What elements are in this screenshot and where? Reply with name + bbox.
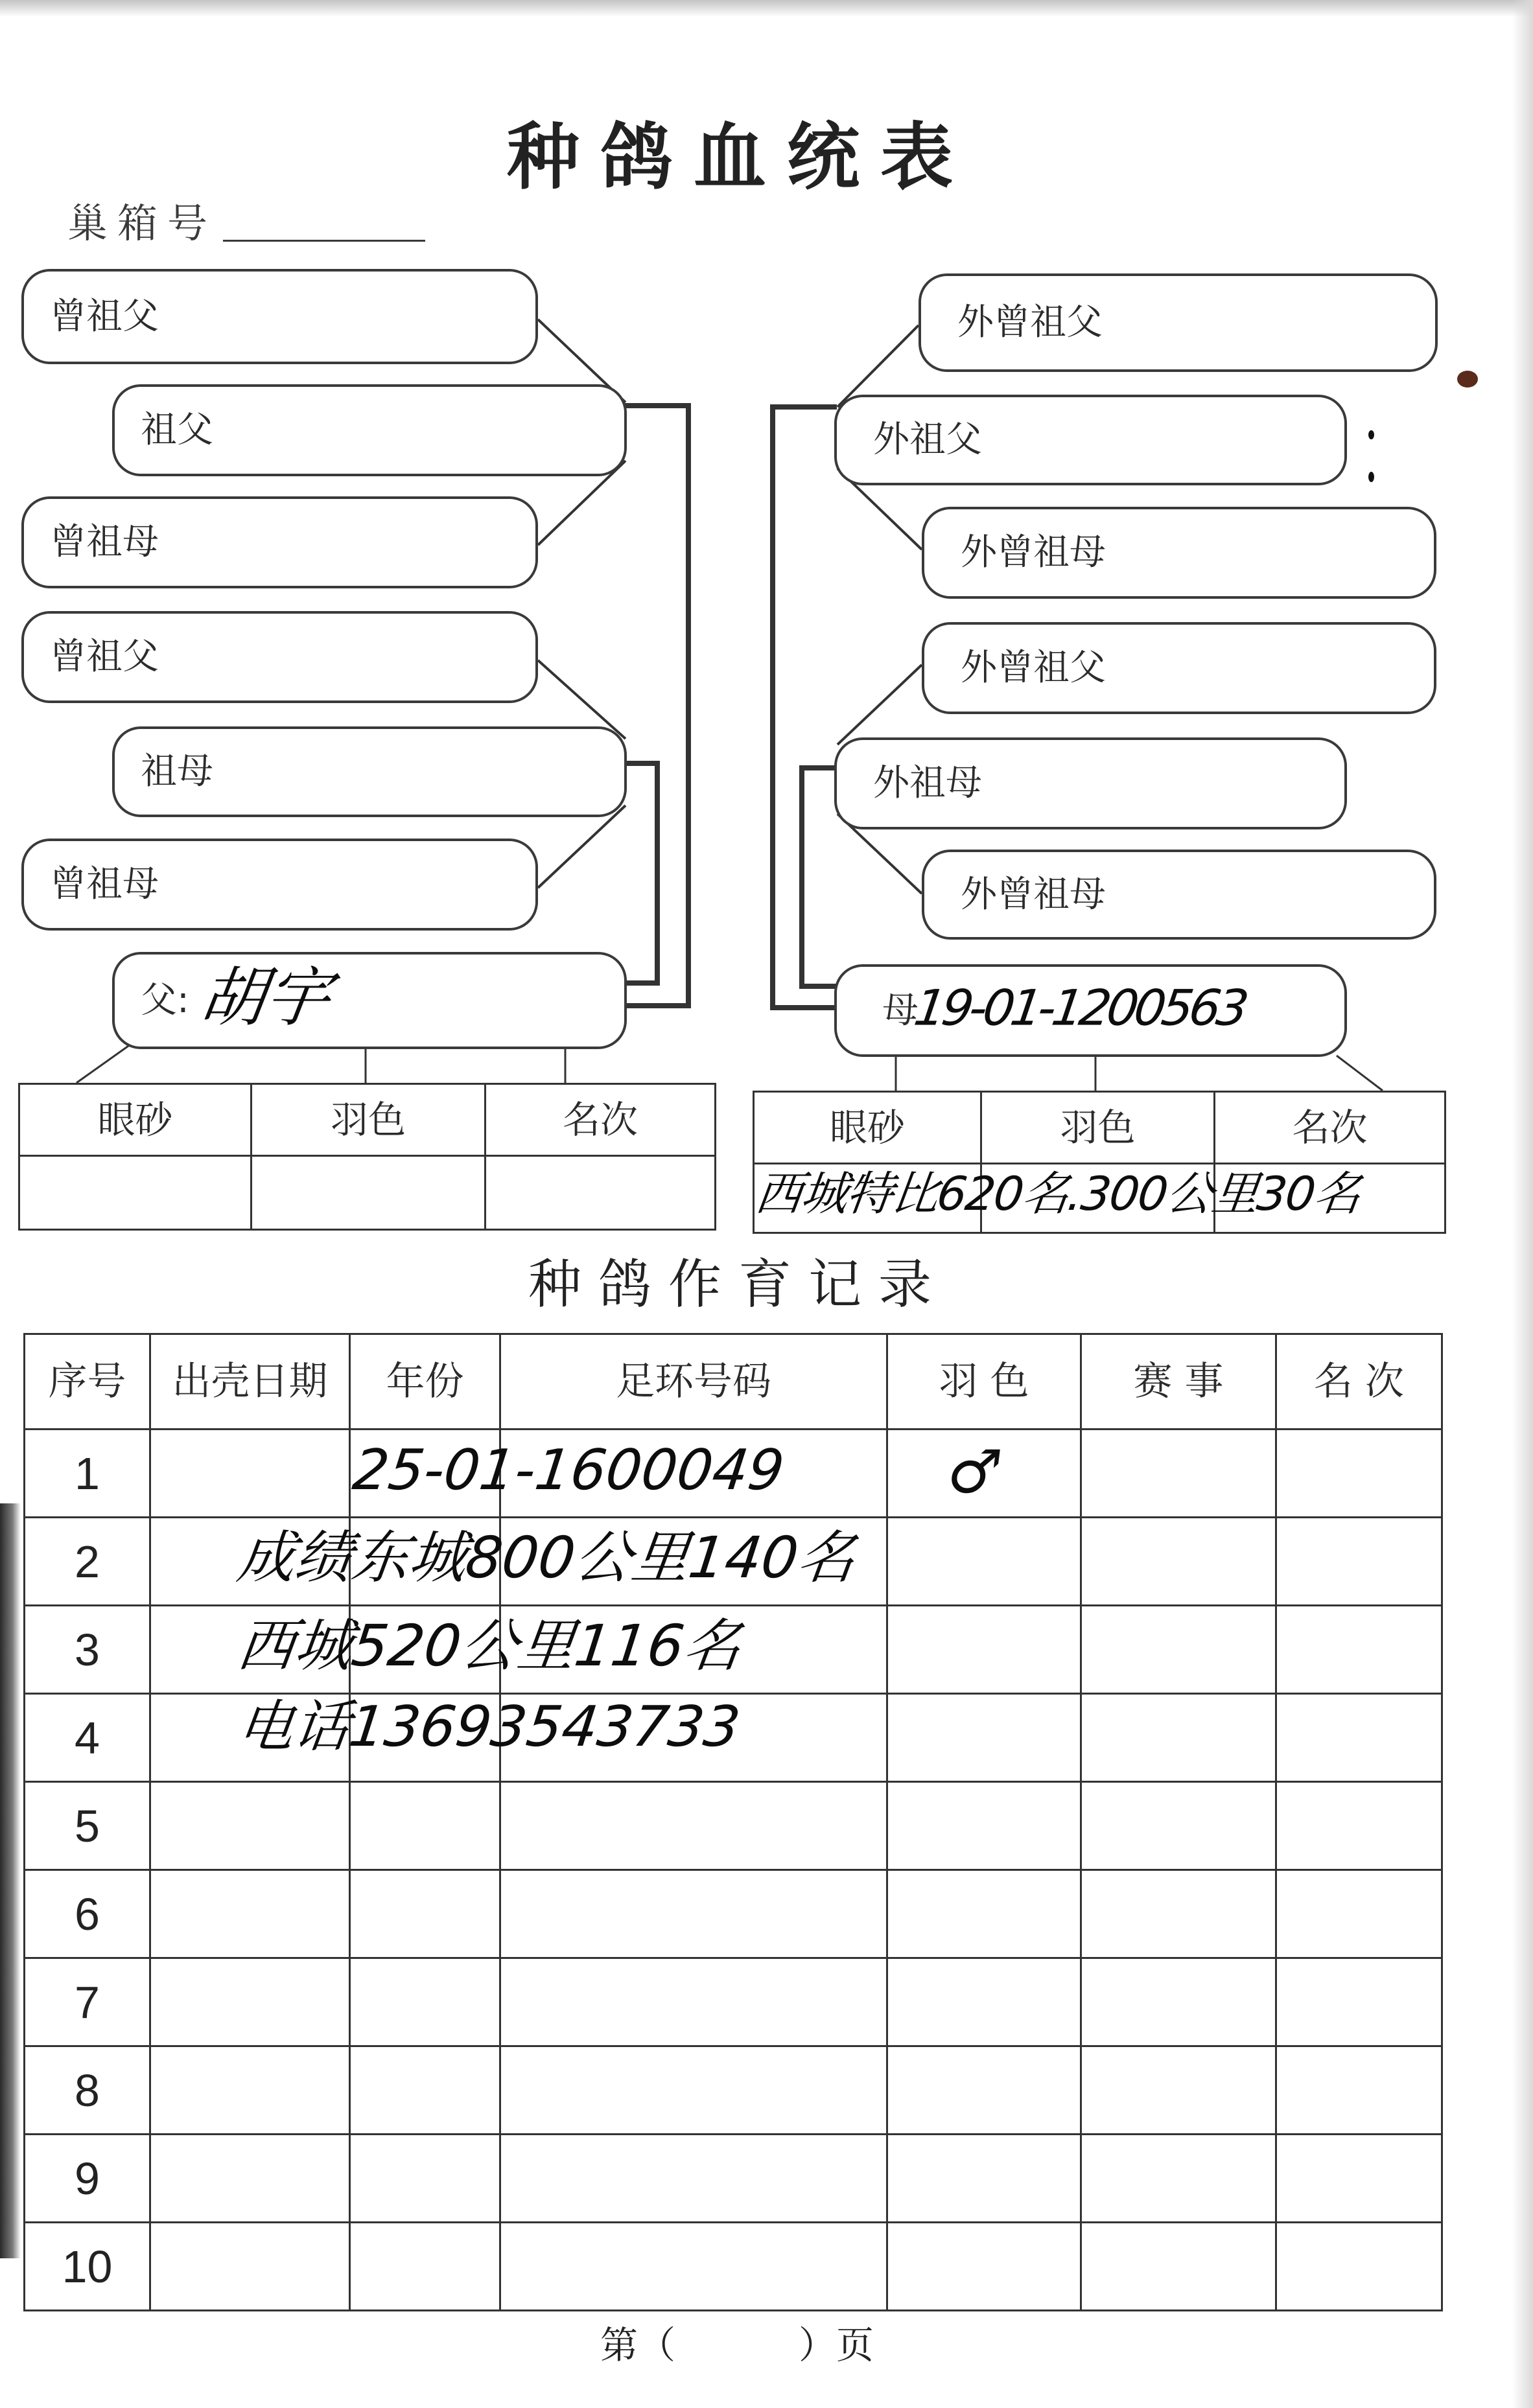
ranking-header: 名次 xyxy=(1215,1092,1445,1164)
breeding-record-title: 种鸽作育记录 xyxy=(528,1254,948,1315)
race-cell xyxy=(1081,1694,1276,1782)
ranking-cell xyxy=(1276,1782,1442,1870)
page-suffix: ）页 xyxy=(799,2323,874,2367)
race-cell xyxy=(1081,1518,1276,1606)
great-grandsire-box xyxy=(21,611,538,703)
phone-note: 电话13693543733 xyxy=(233,1695,744,1759)
ranking-cell xyxy=(1276,2223,1442,2311)
feather-color-cell xyxy=(887,2223,1081,2311)
race-cell xyxy=(1081,2223,1276,2311)
row-number: 9 xyxy=(25,2135,150,2223)
feather-color-header: 羽色 xyxy=(981,1092,1215,1164)
race-cell xyxy=(1081,1958,1276,2046)
race-header: 赛 事 xyxy=(1081,1334,1276,1430)
dam-trait-handwriting: 西城特比620名.300公里30名 xyxy=(752,1166,1363,1221)
dam-ring-handwriting: 19-01-1200563 xyxy=(910,978,1249,1036)
ancestor-label: 外曾祖母 xyxy=(961,873,1106,916)
hatch-date-cell xyxy=(150,1782,350,1870)
dam-box xyxy=(834,964,1347,1057)
eye-sign-header: 眼砂 xyxy=(19,1084,252,1156)
dam-label: 母 xyxy=(882,989,919,1032)
year-cell xyxy=(350,1870,500,1958)
ranking-header: 名 次 xyxy=(1276,1334,1442,1430)
nest-box-label: 巢箱号 xyxy=(67,200,218,247)
connector-line xyxy=(1337,1056,1383,1091)
row-number: 4 xyxy=(25,1694,150,1782)
maternal-great-grandsire-box xyxy=(922,622,1436,714)
bracket-line xyxy=(624,763,657,983)
hatch-date-cell xyxy=(150,1430,350,1518)
ring-number-cell xyxy=(500,1870,887,1958)
feather-color-cell xyxy=(887,1694,1081,1782)
row-number: 5 xyxy=(25,1782,150,1870)
page-prefix: 第（ xyxy=(600,2323,675,2367)
maternal-great-granddam-box xyxy=(922,507,1436,599)
hatch-date-cell xyxy=(150,1870,350,1958)
row-number: 10 xyxy=(25,2223,150,2311)
ranking-cell xyxy=(1276,1606,1442,1694)
table-row xyxy=(19,1156,716,1230)
maternal-great-granddam-box xyxy=(922,850,1436,940)
table-header-row xyxy=(19,1084,716,1156)
race-result-note: 成绩东城800公里140名 xyxy=(233,1524,860,1591)
ancestor-label: 外曾祖父 xyxy=(961,647,1106,689)
race-cell xyxy=(1081,1430,1276,1518)
connector-line xyxy=(538,805,626,888)
table-row xyxy=(25,2135,1442,2223)
great-grandsire-box xyxy=(21,269,538,364)
row-number: 1 xyxy=(25,1430,150,1518)
eye-sign-cell xyxy=(19,1156,252,1230)
table-row xyxy=(25,2046,1442,2135)
great-granddam-box xyxy=(21,496,538,588)
hatch-date-cell xyxy=(150,2046,350,2135)
year-cell xyxy=(350,2135,500,2223)
ranking-cell xyxy=(1276,1430,1442,1518)
race-result-note: 西城520公里116名 xyxy=(233,1612,745,1679)
serial-number-header: 序号 xyxy=(25,1334,150,1430)
race-cell xyxy=(1081,2135,1276,2223)
ring-number-cell xyxy=(500,1958,887,2046)
maternal-great-grandsire-box xyxy=(919,273,1438,372)
ancestor-label: 祖父 xyxy=(141,409,213,451)
row-number: 3 xyxy=(25,1606,150,1694)
ancestor-label: 曾祖父 xyxy=(50,636,159,678)
grandsire-box xyxy=(112,384,627,476)
ancestor-label: 外曾祖父 xyxy=(957,301,1103,343)
connector-line xyxy=(76,1045,130,1083)
ancestor-label: 外祖父 xyxy=(873,419,982,461)
sire-box xyxy=(112,952,627,1049)
ring-number-cell xyxy=(500,2046,887,2135)
ancestor-label: 曾祖母 xyxy=(50,863,159,905)
feather-color-header: 羽 色 xyxy=(887,1334,1081,1430)
ring-number-cell xyxy=(500,1782,887,1870)
table-row xyxy=(25,2223,1442,2311)
feather-color-cell xyxy=(887,1782,1081,1870)
ranking-cell xyxy=(1276,1518,1442,1606)
feather-color-cell xyxy=(887,1958,1081,2046)
table-row xyxy=(25,1782,1442,1870)
row-number: 7 xyxy=(25,1958,150,2046)
table-row xyxy=(25,1870,1442,1958)
year-cell xyxy=(350,1958,500,2046)
feather-color-cell xyxy=(887,1870,1081,1958)
ranking-cell xyxy=(1276,1694,1442,1782)
granddam-box xyxy=(112,726,627,817)
race-cell xyxy=(1081,1782,1276,1870)
ranking-cell xyxy=(1276,2046,1442,2135)
ring-number-header: 足环号码 xyxy=(500,1334,887,1430)
bracket-line xyxy=(802,768,837,986)
row-number: 6 xyxy=(25,1870,150,1958)
ranking-cell xyxy=(1276,1870,1442,1958)
eye-sign-header: 眼砂 xyxy=(754,1092,981,1164)
feather-color-header: 羽色 xyxy=(252,1084,486,1156)
year-header: 年份 xyxy=(350,1334,500,1430)
ancestor-label: 外曾祖母 xyxy=(961,531,1106,573)
hatch-date-header: 出壳日期 xyxy=(150,1334,350,1430)
ranking-cell xyxy=(1276,2135,1442,2223)
table-header-row xyxy=(25,1334,1442,1430)
sire-name-handwriting: 胡宇 xyxy=(194,960,336,1036)
ring-number-cell xyxy=(500,2135,887,2223)
hatch-date-cell xyxy=(150,2223,350,2311)
table-header-row xyxy=(754,1092,1445,1164)
ranking-header: 名次 xyxy=(486,1084,716,1156)
ranking-cell xyxy=(1276,1958,1442,2046)
race-cell xyxy=(1081,1870,1276,1958)
ancestor-label: 祖母 xyxy=(141,750,213,793)
feather-color-cell xyxy=(252,1156,486,1230)
sire-label: 父: xyxy=(141,979,189,1021)
great-granddam-box xyxy=(21,839,538,931)
male-symbol-icon: ♂ xyxy=(943,1437,1006,1507)
race-cell xyxy=(1081,1606,1276,1694)
ring-number-handwriting: 25-01-1600049 xyxy=(349,1438,788,1503)
bracket-line xyxy=(773,407,837,1008)
maternal-granddam-box xyxy=(834,737,1347,829)
maternal-grandsire-box xyxy=(834,395,1347,485)
table-row xyxy=(25,1958,1442,2046)
race-cell xyxy=(1081,2046,1276,2135)
feather-color-cell xyxy=(887,2046,1081,2135)
ranking-cell xyxy=(486,1156,716,1230)
connector-line xyxy=(837,665,922,745)
year-cell xyxy=(350,2046,500,2135)
form-title: 种鸽血统表 xyxy=(507,115,974,200)
feather-color-cell xyxy=(887,1518,1081,1606)
ring-number-cell xyxy=(500,2223,887,2311)
hatch-date-cell xyxy=(150,1958,350,2046)
year-cell xyxy=(350,2223,500,2311)
ancestor-label: 外祖母 xyxy=(873,762,982,804)
row-number: 8 xyxy=(25,2046,150,2135)
sire-trait-table xyxy=(18,1083,716,1231)
ancestor-label: 曾祖父 xyxy=(50,295,159,338)
hatch-date-cell xyxy=(150,2135,350,2223)
feather-color-cell xyxy=(887,2135,1081,2223)
year-cell xyxy=(350,1782,500,1870)
row-number: 2 xyxy=(25,1518,150,1606)
feather-color-cell xyxy=(887,1606,1081,1694)
ancestor-label: 曾祖母 xyxy=(50,521,159,563)
